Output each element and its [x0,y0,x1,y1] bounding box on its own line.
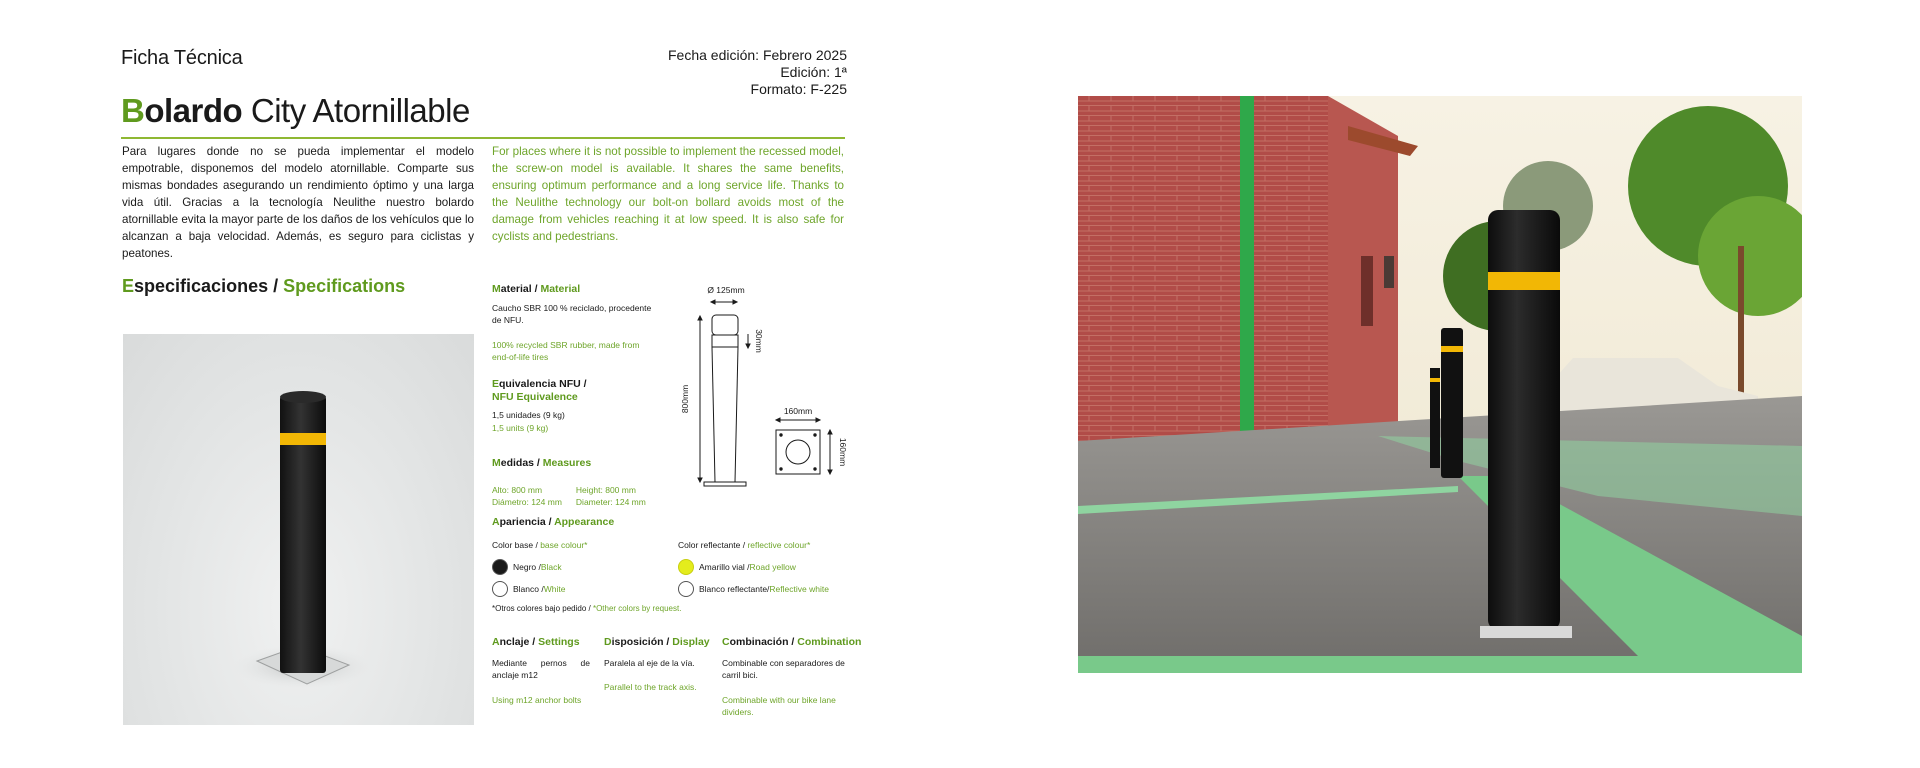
measures-heading [492,457,692,470]
nfu-block [492,378,652,434]
title-rest: City Atornillable [242,92,470,129]
anchor-en: Using m12 anchor bolts [492,694,582,705]
arrow-up-icon [698,316,702,320]
combination-heading [722,636,862,649]
combination-en: Combinable with our bike lane dividers. [722,694,836,717]
band-label: 30mm [754,329,764,353]
appearance-block [492,516,862,616]
heading-en: Settings [538,636,580,648]
nfu-es: 1,5 unidades (9 kg) [492,410,565,420]
label-es: Color base / [492,539,541,550]
swatch-reflective-white [678,581,829,597]
bollard-plan-circle [786,440,810,464]
diameter-label: Ø 125mm [707,285,745,295]
specifications-heading [122,276,405,297]
diameter-en: Diameter: 124 mm [575,497,646,507]
heading-en: Display [672,636,710,648]
bollard-right-edge [735,347,738,482]
base-width-label: 160mm [783,406,813,416]
document-label: Ficha Técnica [121,47,243,69]
intro-spanish: Para lugares donde no se pueda implementar el modelo empotrable, disponemos del modelo atornillable. Comparte sus mismas bondades asegurando un rendimiento óptimo y una larga vida útil. Gracias a la tecnología Neulithe nuestro bolardo atornillable evita la mayor parte de los daños de los vehículos que lo alcanzan a baja velocidad. Además, es seguro para ciclistas y peatones. [122,145,474,260]
heading-es: isposición / [611,636,673,648]
base-colour-label [492,539,678,552]
disposition-block [604,636,714,706]
bollard-head-outline [712,315,738,335]
arrow-down-icon [828,470,832,474]
swatch-black [492,559,678,575]
note-en: *Other colors by request. [592,604,682,613]
swatch-es: Blanco reflectante/ [699,583,770,594]
heading-es: quivalencia NFU / [499,378,587,390]
height-es: Alto: 800 mm [492,484,543,495]
disposition-es: Paralela al eje de la vía. [604,657,695,668]
nfu-en: 1,5 units (9 kg) [492,422,549,433]
heading-en: Combination [797,636,862,648]
intro-english: For places where it is not possible to implement the recessed model, the screw-on model is available. It shares the same benefits, ensuring optimum performance and a long service life. Thanks to the Neulithe technology our bolt-on bollard avoids most of the damage from vehicles reaching it at low speed. It is also safe for cyclists and pedestrians. [492,145,844,243]
page-title [121,92,470,130]
base-plate-plan [776,430,820,474]
title-bold: olardo [144,92,243,129]
height-en: Height: 800 mm [575,484,636,495]
base-height-label: 160mm [838,437,848,467]
specs-initial: E [122,276,135,296]
swatch-en: White [543,583,566,594]
heading-initial: M [492,457,501,469]
arrow-left-icon [776,418,780,422]
bolt-hole-icon [814,468,816,470]
appearance-heading [492,516,862,529]
swatch-en: Reflective white [769,583,829,594]
swatch-es: Blanco / [513,583,544,594]
edition-meta [668,47,847,98]
combination-block [722,636,862,731]
bolt-hole-icon [780,434,782,436]
heading-en: Material [540,283,581,295]
black-swatch [492,559,508,575]
label-en: reflective colour* [747,539,811,550]
title-divider [121,137,845,139]
swatch-es: Amarillo vial / [699,561,750,572]
label-en: base colour* [540,539,588,550]
disposition-heading [604,636,714,649]
disposition-en: Parallel to the track axis. [604,682,697,692]
swatch-es: Negro / [513,561,541,572]
heading-initial: C [722,636,730,648]
reflective-colour-label [678,539,829,552]
arrow-down-icon [746,344,750,348]
heading-en: Measures [542,457,592,469]
swatch-yellow [678,559,829,575]
note-es: *Otros colores bajo pedido / [492,604,593,613]
swatch-en: Road yellow [749,561,796,572]
height-label: 800mm [680,384,690,414]
bolt-hole-icon [814,434,816,436]
heading-es: ombinación / [729,636,798,648]
heading-en: Appearance [554,516,615,528]
heading-initial: D [604,636,612,648]
bollard-left-edge [712,347,715,482]
green-pipe [1240,96,1254,441]
heading-es: nclaje / [499,636,539,648]
arrow-up-icon [828,430,832,434]
arrow-right-icon [733,300,737,304]
bolt-hole-icon [780,468,782,470]
edition-date: Fecha edición: Febrero 2025 [668,47,847,63]
arrow-right-icon [816,418,820,422]
heading-initial: M [492,283,501,295]
heading-en: NFU Equivalence [492,390,578,403]
reflective-band-outline [712,335,738,347]
yellow-swatch [678,559,694,575]
heading-initial: E [492,378,500,390]
material-block [492,283,652,376]
title-initial: B [121,92,145,129]
edition-number: Edición: 1ª [780,64,847,80]
heading-es: pariencia / [499,516,555,528]
technical-drawing [668,282,856,492]
material-es: Caucho SBR 100 % reciclado, procedente de NFU. [492,302,652,325]
diameter-es: Diámetro: 124 mm [492,497,562,507]
bollard-base-plate [704,482,746,486]
anchor-es: Mediante pernos de anclaje m12 [492,657,590,680]
material-en: 100% recycled SBR rubber, made from end-of-life tires [492,339,640,362]
material-heading [492,283,652,296]
swatch-en: Black [540,561,562,572]
street-scene-image [1078,96,1802,673]
anchor-heading [492,636,590,649]
anchor-block [492,636,590,718]
product-photo [123,334,474,725]
swatch-white [492,581,678,597]
arrow-down-icon [698,478,702,482]
heading-initial: A [492,516,500,528]
nfu-heading [492,378,652,403]
arrow-left-icon [711,300,715,304]
bollard-render-image [123,334,474,725]
combination-es: Combinable con separadores de carril bici. [722,657,845,680]
reflective-band [1488,272,1560,290]
label-es: Color reflectante / [678,539,748,550]
measures-block [492,457,692,509]
reflective-white-swatch [678,581,694,597]
colour-note [492,603,862,616]
format-code: Formato: F-225 [750,81,847,97]
heading-initial: A [492,636,500,648]
specs-en: Specifications [283,276,406,296]
white-swatch [492,581,508,597]
specs-es: specificaciones / [134,276,284,296]
heading-es: aterial / [500,283,541,295]
street-scene-photo [1078,96,1802,673]
heading-es: edidas / [500,457,543,469]
